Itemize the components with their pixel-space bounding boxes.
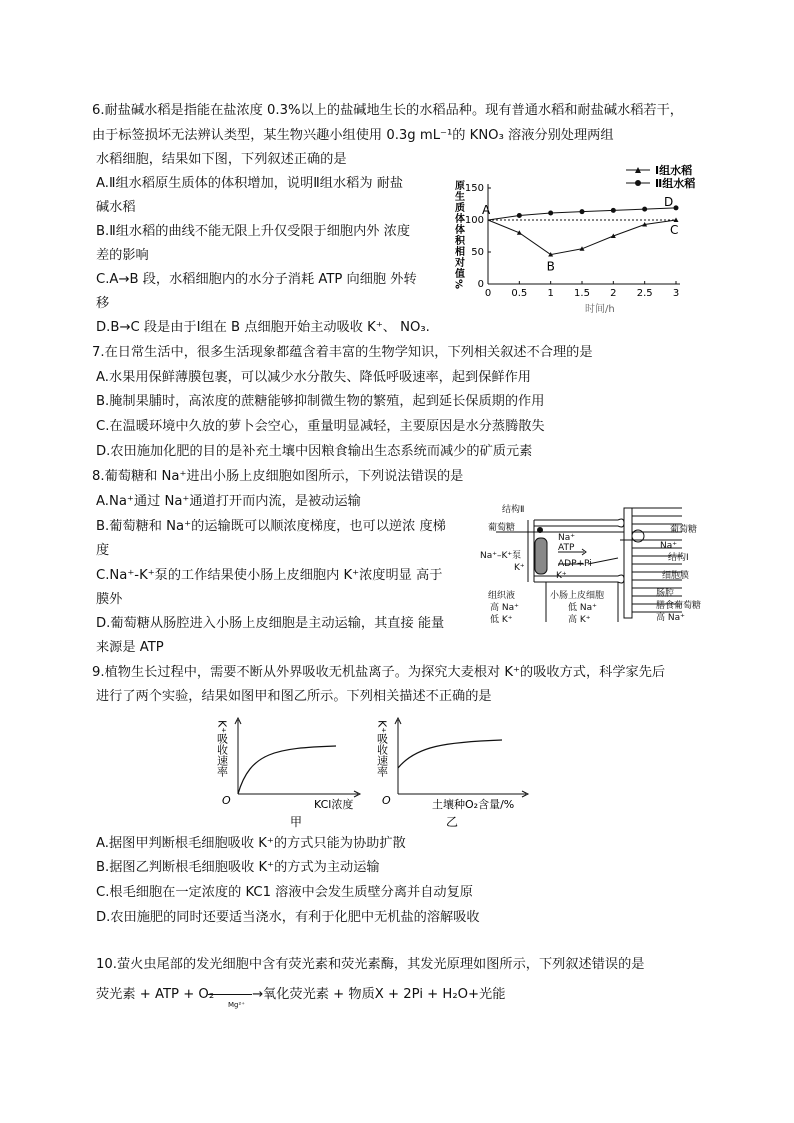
label-glucose-right: 葡萄糖: [670, 525, 698, 535]
point-label-d: D: [664, 194, 674, 209]
q6-line-chart: [448, 160, 718, 318]
glucose-node-icon: [537, 527, 543, 533]
label-dietary-glucose: 膳食葡萄糖: [656, 601, 702, 611]
q8-option-b: B.葡萄糖和 Na⁺的运输既可以顺浓度梯度，也可以逆浓 度梯: [96, 519, 446, 534]
x-tick-label: 2: [610, 288, 617, 299]
x-tick-label: 2.5: [636, 288, 653, 299]
q7-option-b: B.腌制果脯时，高浓度的蔗糖能够抑制微生物的繁殖，起到延长保质期的作用: [96, 394, 545, 409]
na-k-pump-icon: [535, 538, 547, 574]
label-k-in: K⁺: [556, 571, 567, 581]
label-cell-k: 高 K⁺: [568, 615, 591, 625]
data-point-group2: [548, 210, 553, 215]
label-cell-na: 低 Na⁺: [568, 603, 597, 613]
q6-stem-line1: 6.耐盐碱水稻是指能在盐浓度 0.3%以上的盐碱地生长的水稻品种。现有普通水稻和耐盐碱水稻若干，: [92, 103, 683, 118]
label-glucose-left: 葡萄糖: [488, 523, 516, 533]
q8-option-b-cont: 度: [96, 543, 110, 558]
label-epithelial-cell: 小肠上皮细胞: [550, 591, 605, 601]
legend-marker-circle: [635, 180, 641, 186]
x-axis-label: 时间/h: [585, 304, 615, 315]
label-adp: ADP+Pi: [558, 559, 592, 569]
q8-option-d-cont: 来源是 ATP: [96, 640, 164, 655]
point-label-c: C: [670, 223, 679, 237]
q10-equation-condition: Mg²⁺: [228, 1001, 245, 1009]
q6-option-c: C.A→B 段，水稻细胞内的水分子消耗 ATP 向细胞 外转: [96, 272, 417, 287]
label-lumen: 肠腔: [656, 589, 675, 599]
q10-equation-left: 荧光素 + ATP + O₂: [96, 987, 215, 1002]
q10-stem: 10.萤火虫尾部的发光细胞中含有荧光素和荧光素酶，其发光原理如图所示，下列叙述错误的是: [96, 957, 645, 972]
q9-option-c: C.根毛细胞在一定浓度的 KC1 溶液中会发生质壁分离并自动复原: [96, 885, 473, 900]
q6-option-a-cont: 碱水稻: [96, 200, 136, 215]
legend-label-group1: Ⅰ组水稻: [655, 164, 693, 177]
label-na-in: Na⁺: [558, 533, 575, 543]
q6-stem-line2: 由于标签损坏无法辨认类型，某生物兴趣小组使用 0.3g mL⁻¹的 KNO₃ 溶液分别处理两组: [92, 128, 614, 143]
y-tick-label: 150: [464, 183, 484, 194]
x-tick-label: 0.5: [511, 288, 528, 299]
q8-option-d: D.葡萄糖从肠腔进入小肠上皮细胞是主动运输，其直接 能量: [96, 616, 445, 631]
origin-yi: O: [382, 794, 391, 807]
x-tick-label: 1.5: [574, 288, 590, 299]
q8-stem: 8.葡萄糖和 Na⁺进出小肠上皮细胞如图所示，下列说法错误的是: [92, 469, 464, 484]
q9-option-a: A.据图甲判断根毛细胞吸收 K⁺的方式只能为协助扩散: [96, 836, 406, 851]
q7-option-c: C.在温暖环境中久放的萝卜会空心，重量明显减轻，主要原因是水分蒸腾散失: [96, 419, 545, 434]
q9-figure-jia: [216, 712, 366, 828]
x-tick-label: 1: [547, 288, 554, 299]
q9-figure-yi: [376, 712, 536, 828]
origin-jia: O: [222, 794, 231, 807]
q8-option-c: C.Na⁺-K⁺泵的工作结果使小肠上皮细胞内 K⁺浓度明显 高于: [96, 568, 443, 583]
y-axis-label-jia: K⁺吸收速率: [216, 720, 229, 778]
q7-option-d: D.农田施加化肥的目的是补充土壤中因粮食输出生态系统而减少的矿质元素: [96, 444, 533, 459]
q8-option-c-cont: 膜外: [96, 592, 123, 607]
label-tissue-fluid: 组织液: [488, 591, 516, 601]
q10-equation-right: →氧化荧光素 + 物质X + 2Pi + H₂O+光能: [252, 987, 506, 1002]
data-point-group2: [642, 207, 647, 212]
q6-option-b-cont: 差的影响: [96, 248, 149, 263]
label-k-out: K⁺: [514, 563, 525, 573]
q6-stem-line3: 水稻细胞，结果如下图，下列叙述正确的是: [96, 152, 347, 167]
label-pump: Na⁺–K⁺泵: [480, 551, 522, 561]
x-tick-label: 3: [672, 288, 680, 299]
point-label-a: A: [482, 203, 491, 217]
legend-label-group2: Ⅱ组水稻: [655, 177, 696, 190]
y-axis-label-yi: K⁺吸收速率: [376, 720, 389, 778]
q8-option-a: A.Na⁺通过 Na⁺通道打开而内流，是被动运输: [96, 494, 361, 509]
data-point-group2: [611, 208, 616, 213]
q7-option-a: A.水果用保鲜薄膜包裹，可以减少水分散失、降低呼吸速率，起到保鲜作用: [96, 370, 531, 385]
q6-option-c-cont: 移: [96, 296, 110, 311]
data-point-group2: [674, 205, 679, 210]
label-atp: ATP: [558, 543, 575, 553]
q7-stem: 7.在日常生活中，很多生活现象都蕴含着丰富的生物学知识，下列相关叙述不合理的是: [92, 345, 593, 360]
curve-jia: [238, 746, 336, 794]
curve-yi: [398, 740, 502, 768]
q9-option-b: B.据图乙判断根毛细胞吸收 K⁺的方式为主动运输: [96, 860, 380, 875]
label-structure-2: 结构Ⅱ: [502, 505, 525, 515]
q9-stem-line2: 进行了两个实验，结果如图甲和图乙所示。下列相关描述不正确的是: [96, 689, 492, 704]
q8-cell-transport-diagram: [478, 500, 720, 632]
label-na-right: Na⁺: [660, 541, 677, 551]
q6-option-b: B.Ⅱ组水稻的曲线不能无限上升仅受限于细胞内外 浓度: [96, 224, 411, 239]
y-tick-label: 0: [477, 279, 484, 290]
q9-stem-line1: 9.植物生长过程中，需要不断从外界吸收无机盐离子。为探究大麦根对 K⁺的吸收方式，科学家先后: [92, 665, 666, 680]
label-lumen-na: 高 Na⁺: [656, 613, 685, 623]
data-point-group2: [517, 213, 522, 218]
y-axis-label: 原生质体体积相对值%: [452, 180, 464, 291]
label-structure-1: 结构Ⅰ: [668, 553, 689, 563]
point-label-b: B: [546, 259, 555, 274]
label-membrane: 细胞膜: [662, 571, 690, 581]
equation-arrow-line: [208, 994, 252, 995]
q6-option-d: D.B→C 段是由于Ⅰ组在 B 点细胞开始主动吸收 K⁺、 NO₃.: [96, 320, 430, 335]
label-tissue-k: 低 K⁺: [490, 615, 513, 625]
caption-yi: 乙: [446, 815, 459, 828]
y-tick-label: 100: [464, 215, 484, 226]
label-tissue-na: 高 Na⁺: [490, 603, 519, 613]
x-tick-label: 0: [484, 288, 492, 299]
q6-option-a: A.Ⅱ组水稻原生质体的体积增加，说明Ⅱ组水稻为 耐盐: [96, 176, 404, 191]
x-axis-label-yi: 土壤种O₂含量/%: [432, 798, 515, 811]
x-axis-label-jia: KCl浓度: [314, 798, 354, 811]
caption-jia: 甲: [290, 815, 303, 828]
chart-legend: [626, 163, 695, 190]
y-tick-label: 50: [471, 247, 484, 258]
q9-option-d: D.农田施肥的同时还要适当浇水，有利于化肥中无机盐的溶解吸收: [96, 910, 480, 925]
data-point-group2: [580, 209, 585, 214]
